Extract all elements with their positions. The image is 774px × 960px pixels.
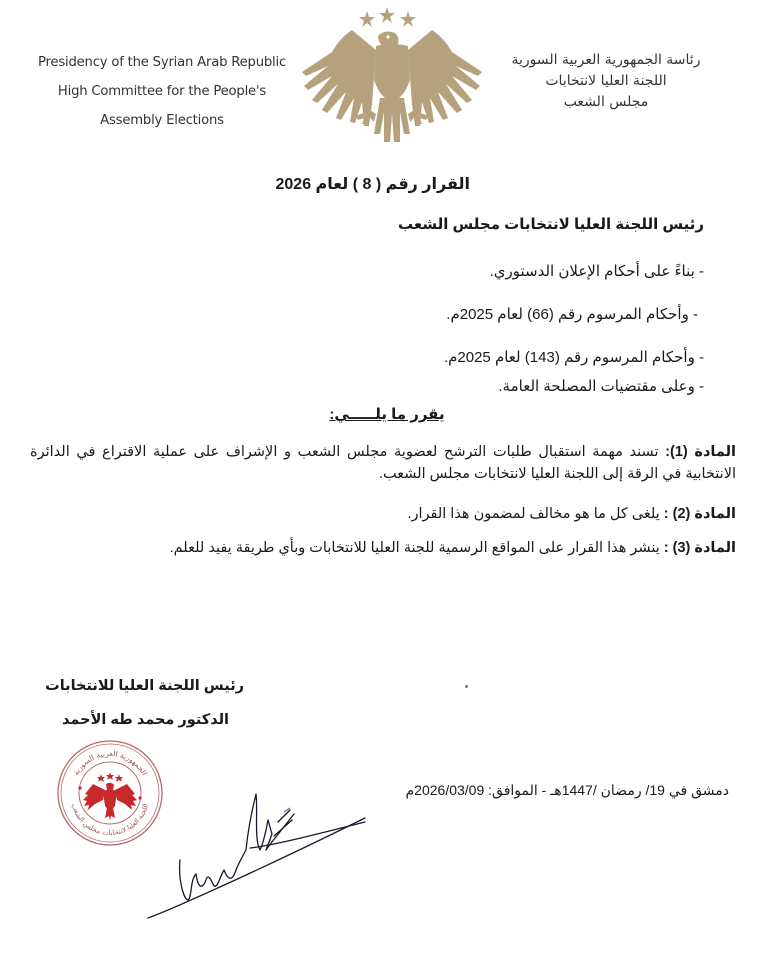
article-2 [30,503,736,525]
golden-eagle-icon [292,2,492,150]
stamp-text-top: الجمهورية العربية السورية [71,748,149,777]
resolves-heading: يقرر ما يلـــــي: [329,406,445,423]
article-3 [30,537,736,559]
signatory-name: الدكتور محمد طه الأحمد [62,712,229,728]
article-1-text: تسند مهمة استقبال طلبات الترشح لعضوية مجلس الشعب و الإشراف على عملية الاقتراع في الدائرة الانتخابية في الرقة إلى اللجنة العليا لانتخابات مجلس الشعب. [30,444,736,482]
article-2-text: يلغى كل ما هو مخالف لمضمون هذا القرار. [407,506,664,522]
stamp-eagle-icon [83,772,137,820]
header-english-line-2: High Committee for the People's [57,84,267,99]
article-1-label: المادة (1): [665,444,736,460]
header-arabic-line-1: رئاسة الجمهورية العربية السورية [511,52,701,68]
handwritten-signature [140,770,370,930]
issuer-title: رئيس اللجنة العليا لانتخابات مجلس الشعب [398,216,704,233]
article-3-label: المادة (3) : [663,540,736,556]
article-2-label: المادة (2) : [663,506,736,522]
date-line: دمشق في 19/ رمضان /1447هـ - الموافق: 2026/03/09م [405,782,729,798]
header-english-line-1: Presidency of the Syrian Arab Republic [37,55,287,70]
article-3-text: ينشر هذا القرار على المواقع الرسمية للجنة العليا للانتخابات وبأي طريقة يفيد للعلم. [169,540,664,556]
basis-item-4: - وعلى مقتضيات المصلحة العامة. [498,378,704,395]
article-1 [30,441,736,485]
header-arabic-line-2: اللجنة العليا لانتخابات [545,73,667,89]
header-english-line-3: Assembly Elections [100,113,224,128]
header-english [28,48,296,135]
stamp-text-bottom: اللجنة العليا لانتخابات مجلس الشعب [69,802,151,838]
decision-title: القرار رقم ( 8 ) لعام 2026 [275,176,470,193]
basis-item-1: - بناءً على أحكام الإعلان الدستوري. [489,263,704,280]
signatory-title: رئيس اللجنة العليا للانتخابات [45,678,244,694]
stray-dot [465,685,468,688]
basis-item-2: - وأحكام المرسوم رقم (66) لعام 2025م. [446,306,698,323]
header-arabic [496,50,716,113]
basis-item-3: - وأحكام المرسوم رقم (143) لعام 2025م. [443,349,704,366]
header-arabic-line-3: مجلس الشعب [563,94,649,110]
